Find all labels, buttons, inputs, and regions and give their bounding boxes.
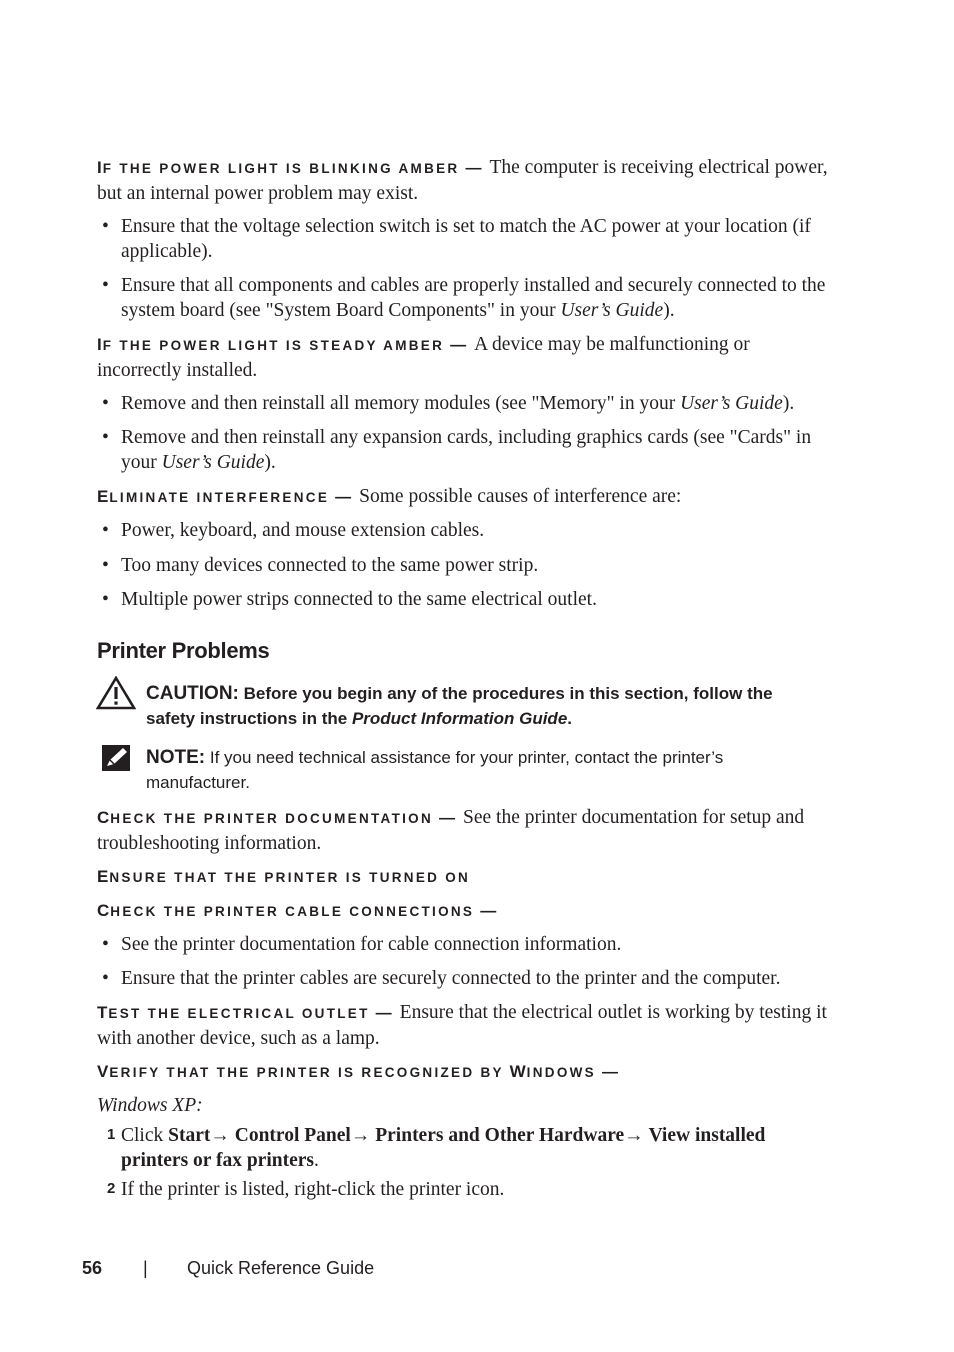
bullet-icon: • [102,589,109,610]
bullet-icon: • [102,934,109,955]
em-dash: — [601,1064,618,1081]
em-dash: — [480,903,497,920]
section-heading: ENSURE THAT THE PRINTER IS TURNED ON [97,867,471,886]
section-interference [97,484,832,510]
section-verify-windows [97,1059,832,1085]
em-dash: — [465,160,482,177]
section-body: Ensure that the electrical outlet is working by testing it with another device, such as a lamp. [97,1002,827,1049]
step-number: 2 [107,1180,116,1197]
section-heading: VERIFY THAT THE PRINTER IS RECOGNIZED BY WINDOWS [97,1062,596,1081]
em-dash: — [375,1005,392,1022]
section-blinking-amber [97,155,832,206]
section-heading: IF THE POWER LIGHT IS BLINKING AMBER [97,158,460,177]
list-item: • Too many devices connected to the same power strip. [102,555,539,576]
caution-notice: CAUTION: Before you begin any of the procedures in this section, follow the safety instructions in the Product Information Guide. [146,683,773,728]
list-item: • Remove and then reinstall all memory modules (see "Memory" in your User’s Guide). [102,393,795,414]
section-heading: IF THE POWER LIGHT IS STEADY AMBER [97,335,445,354]
section-ensure-on [97,864,832,890]
bullet-icon: • [102,520,109,541]
section-heading: TEST THE ELECTRICAL OUTLET [97,1003,370,1022]
step-2: If the printer is listed, right-click the printer icon. [121,1179,505,1200]
list-item: • Ensure that the printer cables are securely connected to the printer and the computer. [102,968,781,989]
step-number: 1 [107,1126,116,1143]
section-heading: CHECK THE PRINTER DOCUMENTATION [97,808,434,827]
os-label: Windows XP: [97,1095,203,1116]
warning-icon [96,676,136,710]
section-body: A device may be malfunctioning or incorrectly installed. [97,334,750,381]
bullet-icon: • [102,427,109,448]
list-item: • Remove and then reinstall any expansion cards, including graphics cards (see "Cards" in your User’s Guide). [102,427,812,473]
list-item: • Ensure that the voltage selection switch is set to match the AC power at your location (if applicable). [102,216,811,262]
bullet-icon: • [102,275,109,296]
page-title: Printer Problems [97,638,270,663]
section-check-cables [97,898,832,924]
bullet-icon: • [102,968,109,989]
list-item: • Ensure that all components and cables are properly installed and securely connected to the system board (see "System Board Components" in your User’s Guide). [102,275,826,321]
section-steady-amber [97,332,832,383]
section-body: See the printer documentation for setup and troubleshooting information. [97,807,805,854]
section-body: Some possible causes of interference are: [359,486,682,507]
note-notice: NOTE: If you need technical assistance for your printer, contact the printer’s manufacturer. [146,747,724,792]
note-pencil-icon [101,744,131,772]
list-item: • Multiple power strips connected to the same electrical outlet. [102,589,597,610]
footer-title: Quick Reference Guide [187,1258,375,1278]
em-dash: — [450,337,467,354]
list-item: • See the printer documentation for cable connection information. [102,934,622,955]
bullet-icon: • [102,393,109,414]
footer-separator: | [143,1258,148,1278]
step-1: Click Start→ Control Panel→ Printers and Other Hardware→ View installed printers or fax printers. [121,1125,766,1171]
note-label: NOTE: [146,747,206,768]
em-dash: — [335,489,352,506]
section-heading: CHECK THE PRINTER CABLE CONNECTIONS [97,901,475,920]
section-check-documentation [97,805,832,856]
bullet-icon: • [102,216,109,237]
list-item: • Power, keyboard, and mouse extension cables. [102,520,485,541]
caution-label: CAUTION: [146,683,239,704]
section-test-outlet [97,1000,832,1051]
section-body: The computer is receiving electrical power, but an internal power problem may exist. [97,157,828,204]
section-heading: ELIMINATE INTERFERENCE [97,487,330,506]
em-dash: — [439,810,456,827]
page-number: 56 [82,1258,103,1278]
bullet-icon: • [102,555,109,576]
